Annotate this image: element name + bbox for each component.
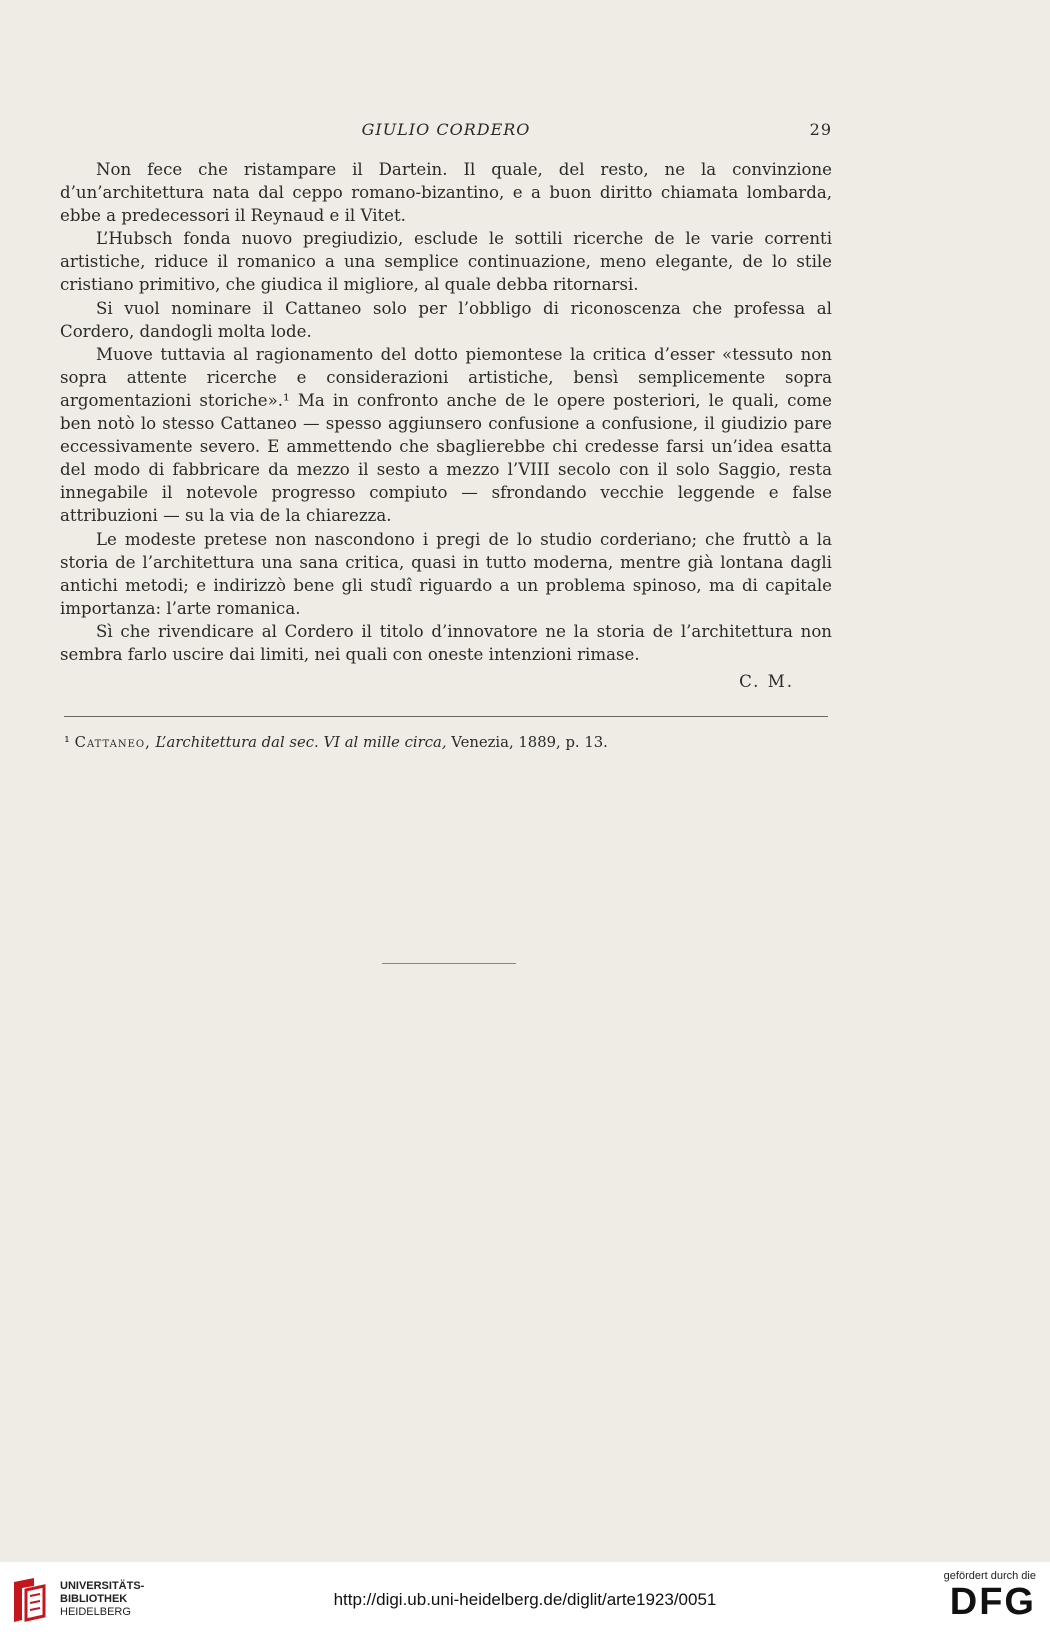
paragraph: Muove tuttavia al ragionamento del dotto piemontese la critica d’esser «tessuto non sopra attente ricerche e considerazioni artistiche, bensì semplicemente sopra argomentazioni storiche».¹ Ma in confronto anche de le opere posteriori, le quali, come ben notò lo stesso Cattaneo — spesso aggiunsero confusione a confusione, il giudizio pare eccessivamente severo. E ammettendo che sbaglierebbe chi credesse farsi un’idea esatta del modo di fabbricare da mezzo il sesto a mezzo l’VIII secolo con il solo Saggio, resta innegabile il notevole progresso compiuto — sfrondando vecchie leggende e false attribuzioni — su la via de la chiarezza. xyxy=(60,344,832,526)
dfg-logo: DFG xyxy=(949,1581,1036,1623)
permalink-url[interactable]: http://digi.ub.uni-heidelberg.de/diglit/arte1923/0051 xyxy=(333,1590,717,1609)
footnote-work-title: L’architettura dal sec. VI al mille circa, xyxy=(155,734,447,751)
page-number: 29 xyxy=(809,120,832,139)
body-text xyxy=(60,158,832,693)
signature: C. M. xyxy=(739,672,794,692)
footnote xyxy=(64,733,828,753)
funded-by-text: gefördert durch die xyxy=(943,1570,1036,1582)
end-rule xyxy=(382,963,516,964)
footnote-marker: ¹ xyxy=(64,734,70,751)
footnote-author: Cattaneo, xyxy=(74,734,151,751)
footnote-publication: Venezia, 1889, p. 13. xyxy=(451,734,608,751)
funding-note xyxy=(926,1570,1036,1622)
paragraph: Non fece che ristampare il Dartein. Il quale, del resto, ne la convinzione d’un’architettura nata dal ceppo romano-bizantino, e a buon diritto chiamata lombarda, ebbe a predecessori il Reynaud e il Vitet. xyxy=(60,160,832,226)
library-name-line3: HEIDELBERG xyxy=(60,1606,131,1618)
paragraph: Si vuol nominare il Cattaneo solo per l’obbligo di riconoscenza che professa al Cordero, dandogli molta lode. xyxy=(60,298,832,341)
library-name-line2: BIBLIOTHEK xyxy=(60,1593,128,1605)
paragraph: Le modeste pretese non nascondono i pregi de lo studio corderiano; che fruttò a la storia de l’architettura una sana critica, quasi in tutto moderna, mentre già lontana dagli antichi metodi; e indirizzò bene gli studî riguardo a un problema spinoso, ma di capitale importanza: l’arte romanica. xyxy=(60,529,832,618)
running-title: GIULIO CORDERO xyxy=(361,120,531,139)
running-header xyxy=(60,120,832,144)
paragraph: Sì che rivendicare al Cordero il titolo d’innovatore ne la storia de l’architettura non sembra farlo uscire dai limiti, nei quali con oneste intenzioni rimase. xyxy=(60,621,832,664)
paragraph: L’Hubsch fonda nuovo pregiudizio, esclude le sottili ricerche de le varie correnti artistiche, riduce il romanico a una semplice continuazione, meno elegante, de lo stile cristiano primitivo, che giudica il migliore, al quale debba ritornarsi. xyxy=(60,229,832,295)
library-name-line1: UNIVERSITÄTS- xyxy=(60,1580,145,1592)
footer-bar xyxy=(0,1562,1050,1638)
footnote-divider xyxy=(64,716,828,717)
